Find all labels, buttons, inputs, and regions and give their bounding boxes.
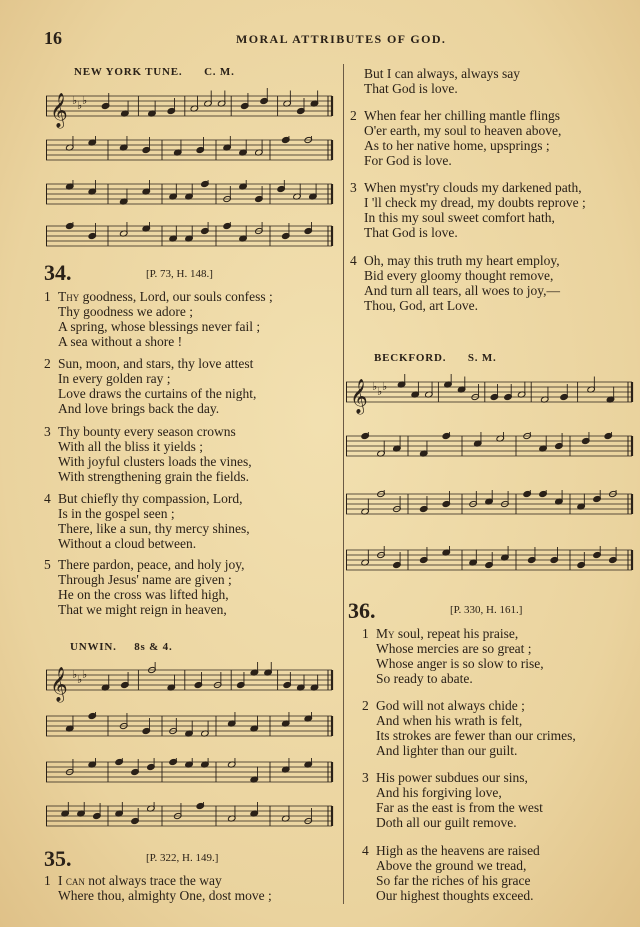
verse-text: His power subdues our sins, <box>376 770 528 785</box>
verse-line <box>362 656 544 671</box>
stanza-35-2 <box>350 108 561 168</box>
svg-text:♭: ♭ <box>77 99 83 112</box>
music-staff-unwin-4 <box>46 802 336 836</box>
verse-line <box>350 195 586 210</box>
verse-line <box>350 225 586 240</box>
verse-line <box>362 641 544 656</box>
svg-text:♭: ♭ <box>72 94 78 107</box>
verse-text: A sea without a shore ! <box>58 334 183 349</box>
stanza-number: 1 <box>44 873 51 888</box>
verse-text: So ready to abate. <box>376 671 473 686</box>
music-staff-beckford-1 <box>346 374 636 416</box>
verse-line <box>44 424 252 439</box>
verse-line <box>350 253 560 268</box>
stanza-number: 4 <box>362 843 369 858</box>
stanza-34-1 <box>44 289 273 349</box>
verse-text: O'er earth, my soul to heaven above, <box>364 123 562 138</box>
verse-text: Is in the gospel seen ; <box>58 506 175 521</box>
verse-line <box>44 334 273 349</box>
stanza-34-4 <box>44 491 250 551</box>
verse-line <box>44 454 252 469</box>
music-staff-new-york-1 <box>46 88 336 130</box>
svg-text:♭: ♭ <box>372 380 378 393</box>
running-head: MORAL ATTRIBUTES OF GOD. <box>236 32 447 46</box>
svg-text:𝄞: 𝄞 <box>50 667 68 702</box>
hymn-number-36: 36. <box>348 598 376 623</box>
verse-line <box>44 304 273 319</box>
stanza-number: 4 <box>44 491 51 506</box>
tune-meter: C. M. <box>204 66 235 78</box>
verse-text: But I can always, always say <box>364 66 520 81</box>
verse-line <box>44 587 245 602</box>
verse-text: Whose mercies are so great ; <box>376 641 532 656</box>
tune-name: NEW YORK TUNE. <box>74 66 183 78</box>
music-staff-unwin-2 <box>46 712 336 746</box>
tune-title-new-york <box>74 66 235 78</box>
first-word: Thy <box>58 289 80 304</box>
verse-text: That God is love. <box>364 225 458 240</box>
verse-text: High as the heavens are raised <box>376 843 540 858</box>
stanza-36-1 <box>362 626 544 686</box>
svg-text:♭: ♭ <box>377 385 383 398</box>
verse-line <box>44 386 256 401</box>
verse-line <box>350 210 586 225</box>
verse-text: And his forgiving love, <box>376 785 502 800</box>
verse-line <box>44 506 250 521</box>
verse-line <box>350 298 560 313</box>
verse-text: God will not always chide ; <box>376 698 525 713</box>
stanza-number: 2 <box>350 108 357 123</box>
tune-name: UNWIN. <box>70 641 117 653</box>
verse-line <box>362 888 540 903</box>
svg-text:♭: ♭ <box>82 94 88 107</box>
verse-line <box>44 319 273 334</box>
tune-meter: 8s & 4. <box>134 641 173 653</box>
page-number: 16 <box>44 28 62 48</box>
verse-line <box>362 728 576 743</box>
verse-text: Bid every gloomy thought remove, <box>364 268 554 283</box>
verse-text: That God is love. <box>364 81 458 96</box>
music-staff-new-york-4 <box>46 222 336 256</box>
verse-text: When myst'ry clouds my darkened path, <box>364 180 582 195</box>
stanza-35-1 <box>44 873 272 903</box>
verse-text: When fear her chilling mantle flings <box>364 108 561 123</box>
music-staff-beckford-2 <box>346 432 636 466</box>
verse-line <box>362 858 540 873</box>
stanza-36-3 <box>362 770 543 830</box>
verse-line <box>350 283 560 298</box>
column-divider <box>343 64 344 904</box>
verse-line <box>362 698 576 713</box>
hymn-number-35: 35. <box>44 846 72 871</box>
tune-meter: S. M. <box>467 352 497 364</box>
stanza-34-2 <box>44 356 256 416</box>
tune-title-unwin <box>70 641 173 653</box>
verse-text: goodness, Lord, our souls confess ; <box>79 289 273 304</box>
stanza-number: 5 <box>44 557 51 572</box>
verse-line <box>44 873 272 888</box>
verse-text: And turn all tears, all woes to joy,— <box>364 283 560 298</box>
verse-text: But chiefly thy compassion, Lord, <box>58 491 243 506</box>
verse-line <box>350 108 561 123</box>
svg-text:♭: ♭ <box>82 668 88 681</box>
tune-name: BECKFORD. <box>374 352 447 364</box>
svg-text:♭: ♭ <box>72 668 78 681</box>
verse-text: A spring, whose blessings never fail ; <box>58 319 261 334</box>
stanza-36-4 <box>362 843 540 903</box>
hymn-reference-35: [P. 322, H. 149.] <box>146 852 219 864</box>
verse-text: That we might reign in heaven, <box>58 602 227 617</box>
stanza-34-5 <box>44 557 245 617</box>
verse-text: not always trace the way <box>84 873 222 888</box>
verse-line <box>44 521 250 536</box>
verse-line <box>362 770 543 785</box>
stanza-34-3 <box>44 424 252 484</box>
verse-text: Above the ground we tread, <box>376 858 527 873</box>
verse-text: Thou, God, art Love. <box>364 298 478 313</box>
music-staff-unwin-3 <box>46 758 336 792</box>
verse-line <box>362 671 544 686</box>
verse-text: Without a cloud between. <box>58 536 197 551</box>
verse-line <box>362 815 543 830</box>
first-word: My <box>376 626 395 641</box>
verse-text: There pardon, peace, and holy joy, <box>58 557 245 572</box>
verse-text: soul, repeat his praise, <box>394 626 519 641</box>
first-word: I can <box>58 873 85 888</box>
verse-line <box>44 401 256 416</box>
music-staff-unwin-1 <box>46 662 336 704</box>
verse-text: Far as the east is from the west <box>376 800 543 815</box>
verse-line <box>350 268 560 283</box>
verse-text: Its strokes are fewer than our crimes, <box>376 728 576 743</box>
verse-line <box>44 491 250 506</box>
verse-text: And when his wrath is felt, <box>376 713 523 728</box>
stanza-number: 2 <box>44 356 51 371</box>
verse-line <box>362 713 576 728</box>
verse-text: There, like a sun, thy mercy shines, <box>58 521 250 536</box>
verse-line <box>362 873 540 888</box>
verse-line <box>350 153 561 168</box>
stanza-number: 3 <box>44 424 51 439</box>
verse-line <box>362 785 543 800</box>
verse-text: In every golden ray ; <box>58 371 171 386</box>
verse-text: Where thou, almighty One, dost move ; <box>58 888 272 903</box>
stanza-number: 3 <box>362 770 369 785</box>
verse-line <box>350 180 586 195</box>
svg-text:𝄞: 𝄞 <box>350 379 368 414</box>
verse-text: Love draws the curtains of the night, <box>58 386 257 401</box>
music-staff-beckford-4 <box>346 546 636 580</box>
verse-text: With joyful clusters loads the vines, <box>58 454 252 469</box>
verse-line <box>44 439 252 454</box>
stanza-36-2 <box>362 698 576 758</box>
verse-text: Thy bounty every season crowns <box>58 424 236 439</box>
verse-line <box>44 602 245 617</box>
verse-line <box>44 469 252 484</box>
verse-text: In this my soul sweet comfort hath, <box>364 210 555 225</box>
stanza-number: 1 <box>362 626 369 641</box>
verse-text: I 'll check my dread, my doubts reprove ; <box>364 195 586 210</box>
verse-line <box>44 557 245 572</box>
verse-line <box>44 356 256 371</box>
music-staff-beckford-3 <box>346 490 636 524</box>
verse-text: Whose anger is so slow to rise, <box>376 656 544 671</box>
verse-text: For God is love. <box>364 153 452 168</box>
hymn-reference-36: [P. 330, H. 161.] <box>450 604 523 616</box>
verse-text: Thy goodness we adore ; <box>58 304 193 319</box>
verse-line <box>362 800 543 815</box>
verse-line <box>44 888 272 903</box>
verse-text: So far the riches of his grace <box>376 873 531 888</box>
stanza-35-3 <box>350 180 586 240</box>
verse-text: And lighter than our guilt. <box>376 743 518 758</box>
verse-text: Sun, moon, and stars, thy love attest <box>58 356 254 371</box>
stanza-35-4 <box>350 253 560 313</box>
verse-line <box>350 123 561 138</box>
verse-line <box>350 81 520 96</box>
verse-text: And love brings back the day. <box>58 401 220 416</box>
verse-text: With strengthening grain the fields. <box>58 469 250 484</box>
verse-line <box>44 536 250 551</box>
verse-text: Doth all our guilt remove. <box>376 815 517 830</box>
verse-line <box>362 743 576 758</box>
verse-line <box>44 572 245 587</box>
verse-line <box>362 843 540 858</box>
tune-title-beckford <box>374 352 497 364</box>
hymn-number-34: 34. <box>44 260 72 285</box>
verse-text: With all the bliss it yields ; <box>58 439 203 454</box>
music-staff-new-york-3 <box>46 180 336 214</box>
verse-line <box>44 289 273 304</box>
verse-line <box>44 371 256 386</box>
svg-text:♭: ♭ <box>77 673 83 686</box>
svg-text:♭: ♭ <box>382 380 388 393</box>
stanza-number: 1 <box>44 289 51 304</box>
music-staff-new-york-2 <box>46 136 336 170</box>
verse-text: Oh, may this truth my heart employ, <box>364 253 560 268</box>
verse-line <box>362 626 544 641</box>
stanza-35-1-cont <box>350 66 520 96</box>
verse-text: Through Jesus' name are given ; <box>58 572 232 587</box>
svg-text:𝄞: 𝄞 <box>50 93 68 128</box>
hymn-reference-34: [P. 73, H. 148.] <box>146 268 213 280</box>
stanza-number: 2 <box>362 698 369 713</box>
stanza-number: 4 <box>350 253 357 268</box>
verse-line <box>350 138 561 153</box>
verse-text: As to her native home, upsprings ; <box>364 138 550 153</box>
verse-line <box>350 66 520 81</box>
verse-text: Our highest thoughts exceed. <box>376 888 534 903</box>
verse-text: He on the cross was lifted high, <box>58 587 229 602</box>
stanza-number: 3 <box>350 180 357 195</box>
